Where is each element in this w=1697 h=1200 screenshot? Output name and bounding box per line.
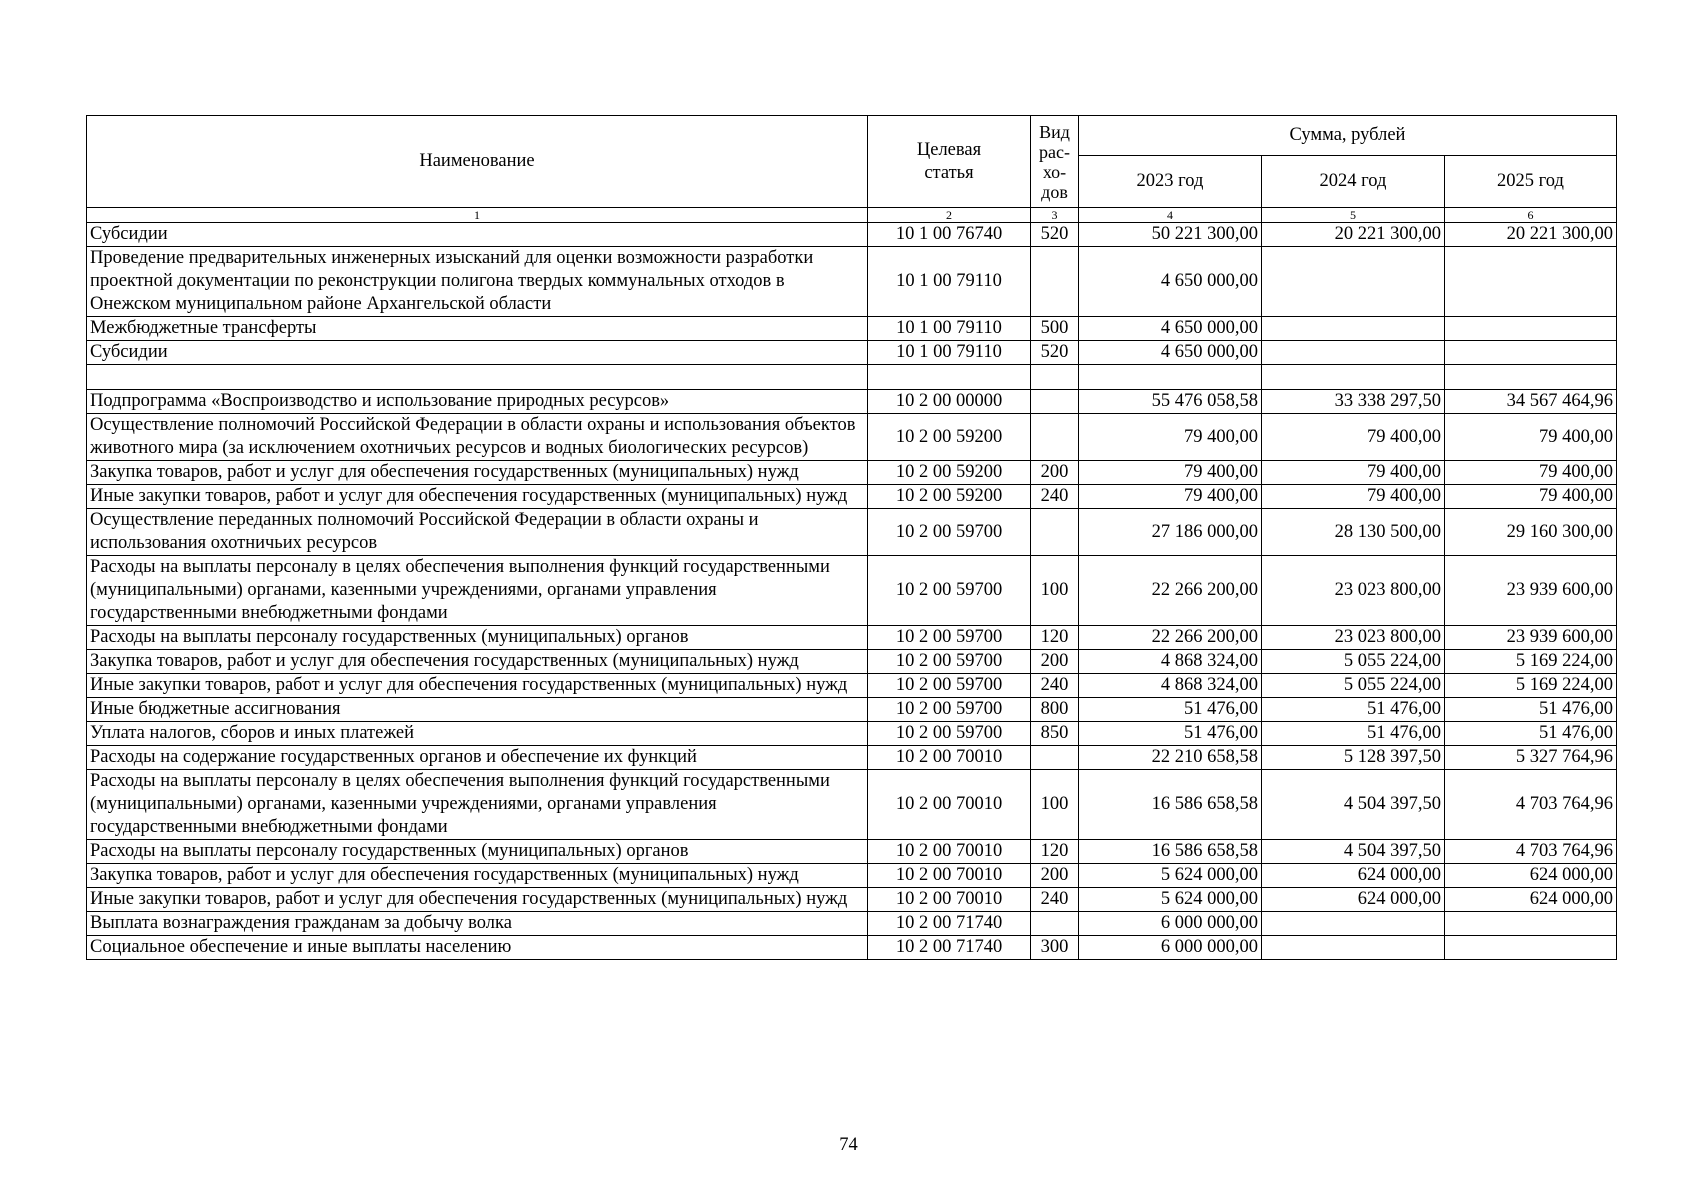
row-sum-2023-cell: 4 868 324,00 <box>1079 650 1262 674</box>
row-target-article-cell: 10 2 00 59200 <box>868 485 1031 509</box>
table-row <box>87 414 1617 461</box>
row-sum-2024-cell <box>1262 912 1445 936</box>
row-sum-2024-cell: 51 476,00 <box>1262 698 1445 722</box>
row-sum-2025-cell: 20 221 300,00 <box>1445 223 1617 247</box>
row-sum-2025-cell: 4 703 764,96 <box>1445 840 1617 864</box>
row-expense-type-cell: 200 <box>1031 864 1079 888</box>
row-sum-2024-cell: 28 130 500,00 <box>1262 509 1445 556</box>
row-expense-type-cell: 240 <box>1031 888 1079 912</box>
row-sum-2025-cell: 624 000,00 <box>1445 888 1617 912</box>
row-expense-type-cell: 500 <box>1031 317 1079 341</box>
row-target-article-cell: 10 2 00 70010 <box>868 746 1031 770</box>
row-name-cell: Проведение предварительных инженерных изысканий для оценки возможности разработки проектной документации по реконструкции полигона твердых коммунальных отходов в Онежском муниципальном районе Архангельской области <box>87 247 868 317</box>
row-sum-2023-cell: 6 000 000,00 <box>1079 936 1262 960</box>
header-sum: Сумма, рублей <box>1079 116 1617 156</box>
row-sum-2024-cell <box>1262 247 1445 317</box>
table-row <box>87 247 1617 317</box>
row-expense-type-cell <box>1031 912 1079 936</box>
row-sum-2025-cell: 624 000,00 <box>1445 864 1617 888</box>
table-row <box>87 626 1617 650</box>
column-index: 1 <box>87 208 868 223</box>
row-name-cell: Выплата вознаграждения гражданам за добычу волка <box>87 912 868 936</box>
header-expense-type <box>1031 116 1079 208</box>
row-sum-2023-cell: 79 400,00 <box>1079 461 1262 485</box>
row-name-cell: Расходы на содержание государственных органов и обеспечение их функций <box>87 746 868 770</box>
table-row <box>87 698 1617 722</box>
row-sum-2023-cell: 79 400,00 <box>1079 485 1262 509</box>
row-target-article-cell: 10 1 00 79110 <box>868 317 1031 341</box>
row-name-cell <box>87 365 868 390</box>
row-expense-type-cell: 800 <box>1031 698 1079 722</box>
row-sum-2023-cell: 16 586 658,58 <box>1079 770 1262 840</box>
row-target-article-cell: 10 2 00 59700 <box>868 626 1031 650</box>
row-sum-2024-cell <box>1262 317 1445 341</box>
table-row <box>87 390 1617 414</box>
row-sum-2025-cell: 23 939 600,00 <box>1445 556 1617 626</box>
row-expense-type-cell: 240 <box>1031 674 1079 698</box>
row-sum-2023-cell: 50 221 300,00 <box>1079 223 1262 247</box>
row-sum-2023-cell: 51 476,00 <box>1079 698 1262 722</box>
row-name-cell: Осуществление полномочий Российской Федерации в области охраны и использования объектов животного мира (за исключением охотничьих ресурсов и водных биологических ресурсов) <box>87 414 868 461</box>
header-expense-type-line: дов <box>1041 181 1068 202</box>
row-sum-2024-cell: 79 400,00 <box>1262 414 1445 461</box>
row-sum-2025-cell <box>1445 912 1617 936</box>
row-name-cell: Закупка товаров, работ и услуг для обеспечения государственных (муниципальных) нужд <box>87 650 868 674</box>
column-index: 3 <box>1031 208 1079 223</box>
row-target-article-cell: 10 2 00 71740 <box>868 936 1031 960</box>
row-sum-2023-cell: 4 650 000,00 <box>1079 247 1262 317</box>
table-row <box>87 864 1617 888</box>
header-year-2024: 2024 год <box>1262 156 1445 208</box>
row-target-article-cell: 10 2 00 59700 <box>868 698 1031 722</box>
row-sum-2025-cell: 51 476,00 <box>1445 698 1617 722</box>
row-sum-2023-cell: 79 400,00 <box>1079 414 1262 461</box>
row-sum-2023-cell: 27 186 000,00 <box>1079 509 1262 556</box>
row-name-cell: Межбюджетные трансферты <box>87 317 868 341</box>
row-target-article-cell: 10 2 00 71740 <box>868 912 1031 936</box>
row-target-article-cell: 10 2 00 70010 <box>868 770 1031 840</box>
row-name-cell: Субсидии <box>87 341 868 365</box>
row-sum-2023-cell: 22 210 658,58 <box>1079 746 1262 770</box>
header-target-article-line2: статья <box>924 162 974 183</box>
row-expense-type-cell: 120 <box>1031 626 1079 650</box>
row-expense-type-cell <box>1031 365 1079 390</box>
table-row <box>87 341 1617 365</box>
row-sum-2024-cell <box>1262 936 1445 960</box>
row-expense-type-cell: 120 <box>1031 840 1079 864</box>
row-sum-2025-cell: 79 400,00 <box>1445 485 1617 509</box>
row-expense-type-cell: 520 <box>1031 223 1079 247</box>
budget-table <box>86 115 1617 960</box>
row-sum-2025-cell: 5 169 224,00 <box>1445 650 1617 674</box>
row-sum-2024-cell <box>1262 365 1445 390</box>
row-sum-2024-cell: 79 400,00 <box>1262 485 1445 509</box>
row-sum-2025-cell: 79 400,00 <box>1445 461 1617 485</box>
row-sum-2024-cell: 20 221 300,00 <box>1262 223 1445 247</box>
row-target-article-cell: 10 2 00 70010 <box>868 864 1031 888</box>
row-name-cell: Закупка товаров, работ и услуг для обеспечения государственных (муниципальных) нужд <box>87 864 868 888</box>
row-expense-type-cell: 850 <box>1031 722 1079 746</box>
row-expense-type-cell: 300 <box>1031 936 1079 960</box>
table-row <box>87 746 1617 770</box>
row-name-cell: Расходы на выплаты персоналу государственных (муниципальных) органов <box>87 840 868 864</box>
row-target-article-cell: 10 2 00 59700 <box>868 722 1031 746</box>
row-sum-2023-cell: 5 624 000,00 <box>1079 864 1262 888</box>
row-sum-2025-cell: 51 476,00 <box>1445 722 1617 746</box>
header-target-article <box>868 116 1031 208</box>
row-sum-2024-cell: 5 128 397,50 <box>1262 746 1445 770</box>
table-row <box>87 317 1617 341</box>
row-sum-2025-cell: 23 939 600,00 <box>1445 626 1617 650</box>
row-sum-2024-cell: 23 023 800,00 <box>1262 556 1445 626</box>
row-sum-2024-cell <box>1262 341 1445 365</box>
header-year-2023: 2023 год <box>1079 156 1262 208</box>
row-sum-2025-cell <box>1445 341 1617 365</box>
table-row <box>87 770 1617 840</box>
row-expense-type-cell: 520 <box>1031 341 1079 365</box>
row-target-article-cell: 10 1 00 79110 <box>868 247 1031 317</box>
row-sum-2023-cell: 5 624 000,00 <box>1079 888 1262 912</box>
row-sum-2025-cell <box>1445 936 1617 960</box>
header-row-top <box>87 116 1617 156</box>
table-row <box>87 840 1617 864</box>
table-row <box>87 722 1617 746</box>
row-name-cell: Расходы на выплаты персоналу в целях обеспечения выполнения функций государственными (муниципальными) органами, казенными учреждениями, органами управления государственными внебюджетными фондами <box>87 770 868 840</box>
row-sum-2023-cell: 55 476 058,58 <box>1079 390 1262 414</box>
row-sum-2023-cell: 6 000 000,00 <box>1079 912 1262 936</box>
row-name-cell: Иные бюджетные ассигнования <box>87 698 868 722</box>
row-name-cell: Субсидии <box>87 223 868 247</box>
table-row <box>87 509 1617 556</box>
row-sum-2023-cell <box>1079 365 1262 390</box>
column-index-row <box>87 208 1617 223</box>
row-name-cell: Подпрограмма «Воспроизводство и использование природных ресурсов» <box>87 390 868 414</box>
column-index: 6 <box>1445 208 1617 223</box>
row-sum-2024-cell: 4 504 397,50 <box>1262 770 1445 840</box>
row-name-cell: Уплата налогов, сборов и иных платежей <box>87 722 868 746</box>
table-row <box>87 365 1617 390</box>
table-row <box>87 461 1617 485</box>
row-expense-type-cell: 100 <box>1031 770 1079 840</box>
row-target-article-cell: 10 2 00 70010 <box>868 888 1031 912</box>
row-target-article-cell: 10 2 00 59200 <box>868 461 1031 485</box>
row-name-cell: Расходы на выплаты персоналу в целях обеспечения выполнения функций государственными (муниципальными) органами, казенными учреждениями, органами управления государственными внебюджетными фондами <box>87 556 868 626</box>
row-target-article-cell: 10 2 00 59200 <box>868 414 1031 461</box>
header-expense-type-line: хо- <box>1042 161 1067 182</box>
row-target-article-cell: 10 2 00 59700 <box>868 674 1031 698</box>
row-sum-2024-cell: 5 055 224,00 <box>1262 674 1445 698</box>
row-target-article-cell: 10 1 00 76740 <box>868 223 1031 247</box>
table-row <box>87 485 1617 509</box>
table-row <box>87 674 1617 698</box>
row-name-cell: Осуществление переданных полномочий Российской Федерации в области охраны и использования охотничьих ресурсов <box>87 509 868 556</box>
row-sum-2024-cell: 624 000,00 <box>1262 864 1445 888</box>
row-sum-2023-cell: 4 650 000,00 <box>1079 341 1262 365</box>
header-expense-type-line: рас- <box>1039 141 1070 162</box>
row-sum-2025-cell: 34 567 464,96 <box>1445 390 1617 414</box>
header-target-article-line1: Целевая <box>916 139 982 160</box>
row-sum-2025-cell: 79 400,00 <box>1445 414 1617 461</box>
row-name-cell: Иные закупки товаров, работ и услуг для обеспечения государственных (муниципальных) нужд <box>87 485 868 509</box>
row-sum-2025-cell: 4 703 764,96 <box>1445 770 1617 840</box>
row-name-cell: Социальное обеспечение и иные выплаты населению <box>87 936 868 960</box>
table-header <box>87 116 1617 223</box>
row-expense-type-cell <box>1031 509 1079 556</box>
row-target-article-cell: 10 2 00 59700 <box>868 509 1031 556</box>
row-expense-type-cell: 200 <box>1031 461 1079 485</box>
row-sum-2025-cell: 5 327 764,96 <box>1445 746 1617 770</box>
page-number: 74 <box>839 1135 858 1155</box>
row-target-article-cell: 10 2 00 59700 <box>868 556 1031 626</box>
table-body <box>87 223 1617 960</box>
row-sum-2024-cell: 4 504 397,50 <box>1262 840 1445 864</box>
row-sum-2023-cell: 16 586 658,58 <box>1079 840 1262 864</box>
row-sum-2023-cell: 4 868 324,00 <box>1079 674 1262 698</box>
table-row <box>87 936 1617 960</box>
row-target-article-cell: 10 1 00 79110 <box>868 341 1031 365</box>
row-sum-2024-cell: 624 000,00 <box>1262 888 1445 912</box>
row-name-cell: Иные закупки товаров, работ и услуг для обеспечения государственных (муниципальных) нужд <box>87 674 868 698</box>
row-expense-type-cell <box>1031 746 1079 770</box>
row-sum-2024-cell: 33 338 297,50 <box>1262 390 1445 414</box>
row-expense-type-cell: 240 <box>1031 485 1079 509</box>
row-expense-type-cell <box>1031 414 1079 461</box>
row-expense-type-cell <box>1031 247 1079 317</box>
row-target-article-cell: 10 2 00 70010 <box>868 840 1031 864</box>
row-sum-2023-cell: 22 266 200,00 <box>1079 626 1262 650</box>
row-sum-2023-cell: 4 650 000,00 <box>1079 317 1262 341</box>
row-sum-2023-cell: 22 266 200,00 <box>1079 556 1262 626</box>
column-index: 4 <box>1079 208 1262 223</box>
row-expense-type-cell: 200 <box>1031 650 1079 674</box>
row-sum-2025-cell <box>1445 317 1617 341</box>
table-row <box>87 912 1617 936</box>
row-name-cell: Иные закупки товаров, работ и услуг для обеспечения государственных (муниципальных) нужд <box>87 888 868 912</box>
row-sum-2024-cell: 23 023 800,00 <box>1262 626 1445 650</box>
row-sum-2024-cell: 79 400,00 <box>1262 461 1445 485</box>
header-name: Наименование <box>87 116 868 208</box>
row-target-article-cell <box>868 365 1031 390</box>
row-sum-2025-cell: 5 169 224,00 <box>1445 674 1617 698</box>
row-target-article-cell: 10 2 00 59700 <box>868 650 1031 674</box>
row-name-cell: Закупка товаров, работ и услуг для обеспечения государственных (муниципальных) нужд <box>87 461 868 485</box>
header-year-2025: 2025 год <box>1445 156 1617 208</box>
row-sum-2024-cell: 5 055 224,00 <box>1262 650 1445 674</box>
table-row <box>87 223 1617 247</box>
table-row <box>87 888 1617 912</box>
row-expense-type-cell <box>1031 390 1079 414</box>
row-sum-2024-cell: 51 476,00 <box>1262 722 1445 746</box>
header-expense-type-line: Вид <box>1039 121 1070 142</box>
row-sum-2025-cell <box>1445 247 1617 317</box>
row-name-cell: Расходы на выплаты персоналу государственных (муниципальных) органов <box>87 626 868 650</box>
column-index: 5 <box>1262 208 1445 223</box>
row-expense-type-cell: 100 <box>1031 556 1079 626</box>
column-index: 2 <box>868 208 1031 223</box>
row-target-article-cell: 10 2 00 00000 <box>868 390 1031 414</box>
table-row <box>87 556 1617 626</box>
row-sum-2025-cell <box>1445 365 1617 390</box>
table-row <box>87 650 1617 674</box>
row-sum-2023-cell: 51 476,00 <box>1079 722 1262 746</box>
row-sum-2025-cell: 29 160 300,00 <box>1445 509 1617 556</box>
